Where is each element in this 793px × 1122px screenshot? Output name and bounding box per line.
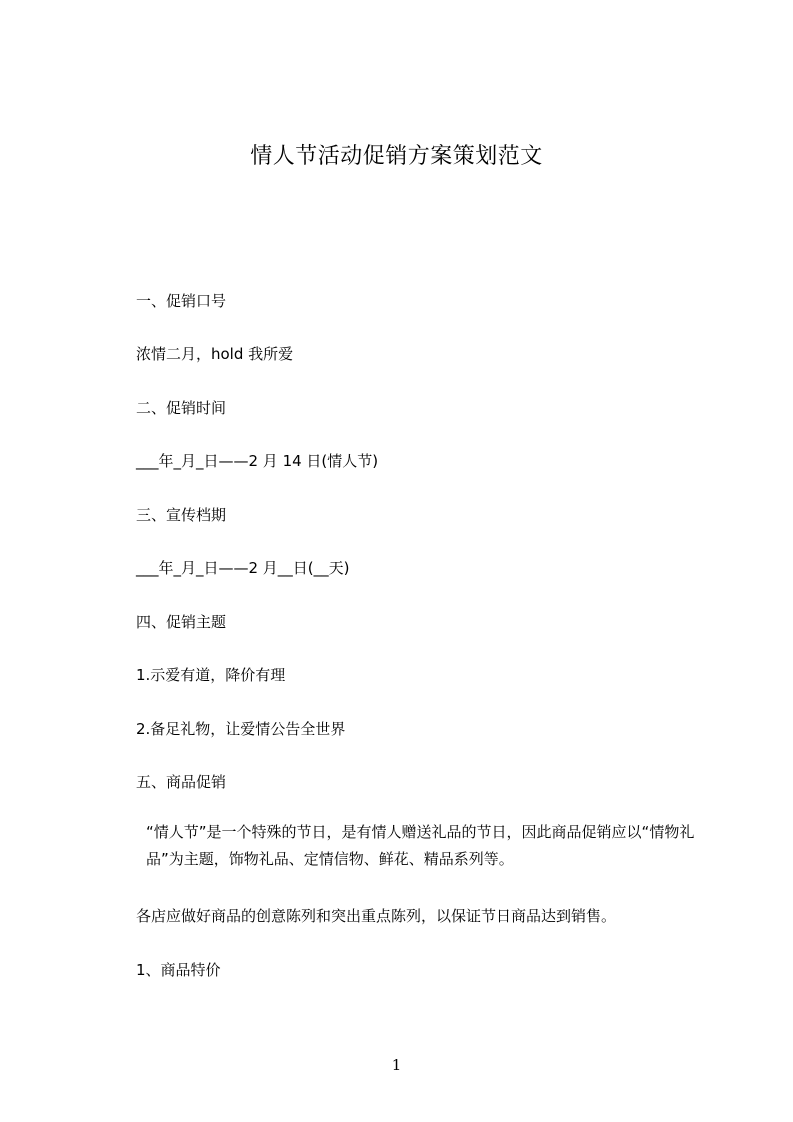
paragraph-display: 各店应做好商品的创意陈列和突出重点陈列，以保证节日商品达到销售。: [136, 907, 617, 925]
section-heading-product-promo: 五、商品促销: [136, 773, 227, 791]
paragraph-ad-schedule: ___年_月_日——2 月__日(__天): [136, 559, 350, 577]
section-heading-theme: 四、促销主题: [136, 613, 227, 631]
section-heading-promo-time: 二、促销时间: [136, 399, 227, 417]
paragraph-theme-1: 1.示爱有道，降价有理: [136, 666, 286, 684]
paragraph-product-promo-text: “情人节”是一个特殊的节日，是有情人赠送礼品的节日，因此商品促销应以“情物礼品”为主题，饰物礼品、定情信物、鲜花、精品系列等。: [146, 823, 695, 868]
paragraph-promo-time: ___年_月_日——2 月 14 日(情人节): [136, 452, 379, 470]
section-heading-slogan: 一、促销口号: [136, 292, 227, 310]
paragraph-product-promo: [110, 819, 710, 873]
paragraph-theme-2: 2.备足礼物，让爱情公告全世界: [136, 720, 346, 738]
paragraph-slogan: 浓情二月，hold 我所爱: [136, 345, 294, 363]
section-heading-ad-schedule: 三、宣传档期: [136, 506, 227, 524]
document-title: 情人节活动促销方案策划范文: [250, 144, 543, 169]
page-number: 1: [391, 1056, 402, 1074]
subheading-special-price: 1、商品特价: [136, 961, 221, 979]
